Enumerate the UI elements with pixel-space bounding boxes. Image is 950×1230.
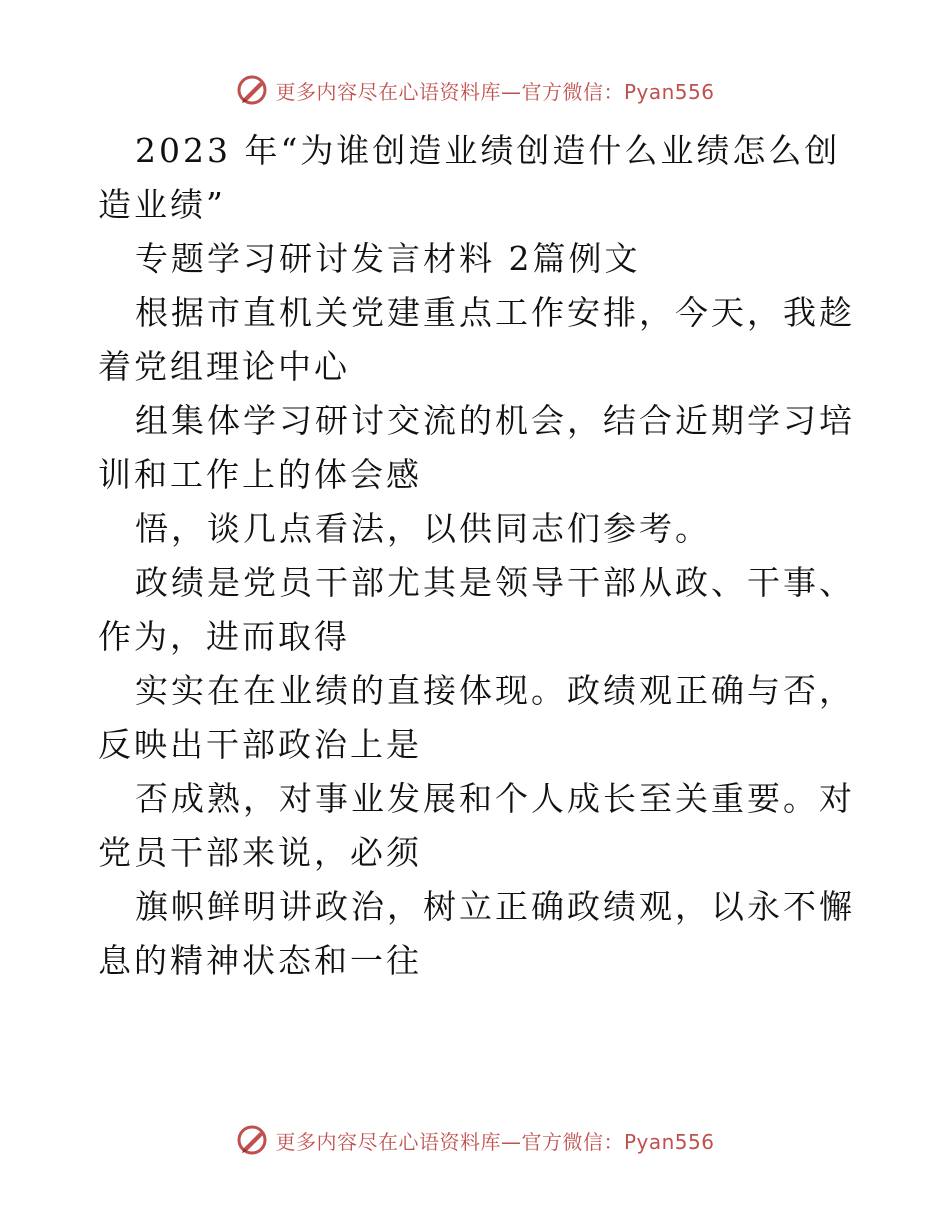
- paragraph-6: 否成熟，对事业发展和个人成长至关重要。对党员干部来说，必须: [98, 779, 855, 872]
- pen-circle-icon: [235, 1123, 269, 1157]
- document-subtitle: 专题学习研讨发言材料 2篇例文: [135, 239, 641, 278]
- header-banner-text: 更多内容尽在心语资料库—官方微信：Pyan556: [275, 79, 715, 104]
- document-body: [98, 124, 858, 988]
- paragraph-4: 政绩是党员干部尤其是领导干部从政、干事、作为，进而取得: [98, 563, 855, 656]
- paragraph-3: 悟，谈几点看法，以供同志们参考。: [135, 509, 711, 548]
- header-watermark-banner: [0, 70, 950, 110]
- footer-banner-text: 更多内容尽在心语资料库—官方微信：Pyan556: [275, 1129, 715, 1154]
- paragraph-5: 实实在在业绩的直接体现。政绩观正确与否，反映出干部政治上是: [98, 671, 855, 764]
- pen-circle-icon: [235, 73, 269, 107]
- paragraph-2: 组集体学习研讨交流的机会，结合近期学习培训和工作上的体会感: [98, 401, 855, 494]
- paragraph-1: 根据市直机关党建重点工作安排，今天，我趁着党组理论中心: [98, 293, 855, 386]
- document-title: 2023 年“为谁创造业绩创造什么业绩怎么创造业绩”: [98, 131, 841, 224]
- paragraph-7: 旗帜鲜明讲政治，树立正确政绩观，以永不懈息的精神状态和一往: [98, 887, 855, 980]
- footer-watermark-banner: [0, 1120, 950, 1160]
